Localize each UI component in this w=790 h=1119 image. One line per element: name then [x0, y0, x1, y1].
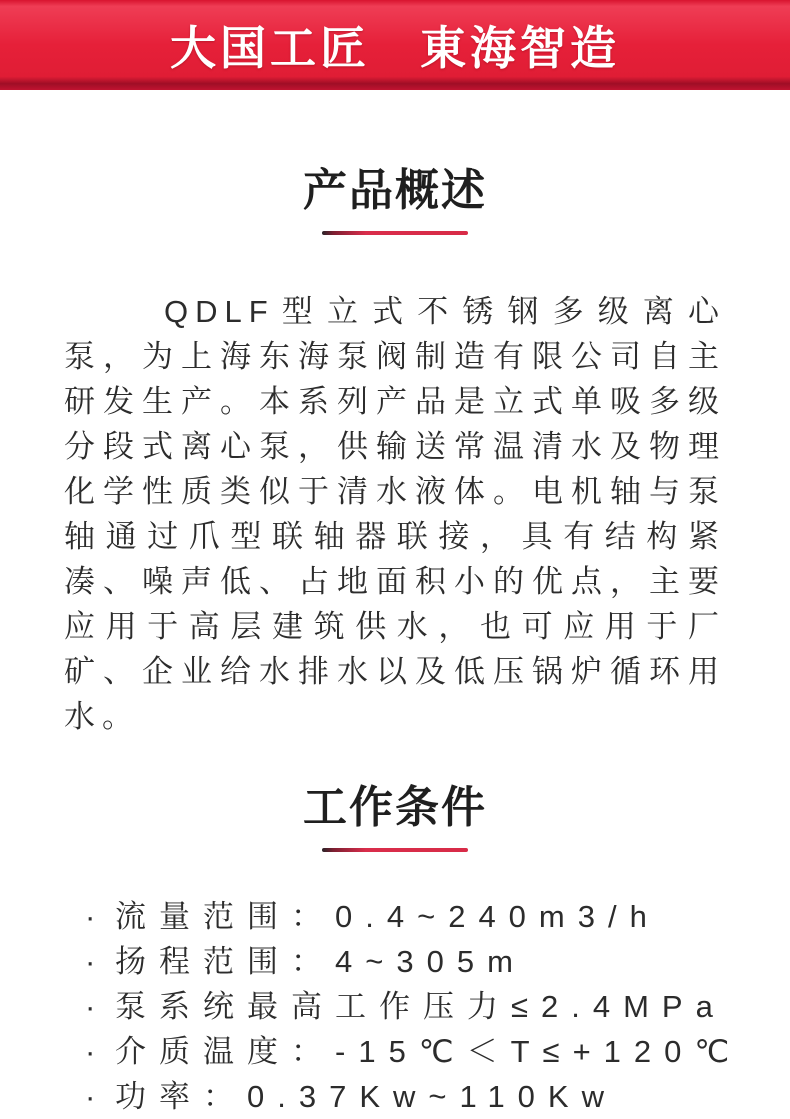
condition-head-range: 扬程范围：4~305m: [115, 944, 526, 979]
banner-title: 大国工匠 東海智造: [170, 22, 620, 74]
bullet-icon: ·: [85, 944, 96, 979]
condition-power-range: 功率：0.37Kw~110Kw: [115, 1079, 617, 1114]
conditions-section-title: 工作条件: [303, 783, 487, 832]
list-item: [85, 984, 770, 1029]
overview-paragraph: QDLF型立式不锈钢多级离心泵，为上海东海泵阀制造有限公司自主研发生产。本系列产品是立式单吸多级分段式离心泵，供输送常温清水及物理化学性质类似于清水液体。电机轴与泵轴通过爪型联轴器联接，具有结构紧凑、噪声低、占地面积小的优点，主要应用于高层建筑供水，也可应用于厂矿、企业给水排水以及低压锅炉循环用水。: [64, 294, 726, 734]
list-item: [85, 939, 770, 984]
conditions-list: [0, 894, 790, 1119]
bullet-icon: ·: [85, 1079, 96, 1114]
condition-max-pressure: 泵系统最高工作压力≤2.4MPa: [115, 989, 726, 1024]
header-banner: [0, 0, 790, 90]
title-underline-accent: [322, 231, 468, 235]
condition-flow-range: 流量范围：0.4~240m3/h: [115, 899, 660, 934]
overview-section-title: 产品概述: [303, 166, 487, 215]
bullet-icon: ·: [85, 899, 96, 934]
bullet-icon: ·: [85, 1034, 96, 1069]
bullet-icon: ·: [85, 989, 96, 1024]
section-working-conditions: [0, 783, 790, 1119]
section-product-overview: [0, 166, 790, 739]
list-item: [85, 1074, 770, 1119]
condition-medium-temperature: 介质温度：-15℃＜T≤+120℃: [115, 1034, 743, 1069]
list-item: [85, 894, 770, 939]
list-item: [85, 1029, 770, 1074]
title-underline-accent: [322, 848, 468, 852]
